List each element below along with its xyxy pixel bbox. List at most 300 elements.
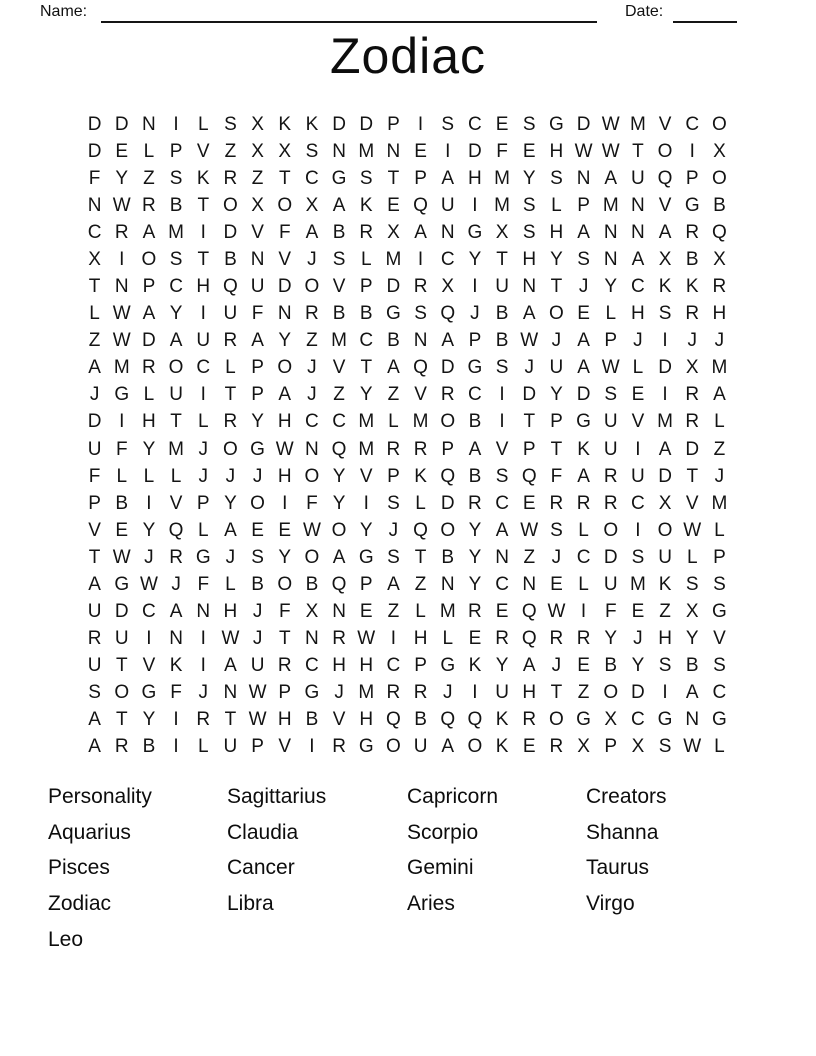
- grid-cell: N: [522, 573, 537, 595]
- word-list-item: Aquarius: [48, 820, 131, 844]
- grid-cell: N: [440, 221, 455, 243]
- grid-cell: A: [522, 303, 536, 325]
- grid-cell: O: [603, 682, 619, 704]
- grid-cell: O: [277, 573, 293, 595]
- grid-cell: Z: [523, 546, 536, 568]
- grid-cell: C: [495, 492, 509, 514]
- grid-cell: D: [277, 276, 292, 298]
- grid-cell: D: [114, 113, 129, 135]
- word-list-item: Zodiac: [48, 892, 112, 916]
- grid-cell: I: [146, 628, 152, 650]
- word-list-item: Capricorn: [407, 785, 499, 808]
- grid-cell: L: [143, 384, 155, 406]
- name-label: Name:: [40, 3, 88, 20]
- grid-cell: E: [468, 628, 482, 650]
- word-list-item: Scorpio: [407, 820, 479, 844]
- grid-cell: I: [363, 492, 369, 514]
- grid-cell: Y: [631, 655, 645, 677]
- grid-cell: G: [549, 113, 564, 135]
- grid-cell: D: [440, 492, 455, 514]
- grid-cell: C: [440, 248, 455, 270]
- grid-cell: B: [142, 736, 156, 758]
- grid-cell: Q: [223, 276, 238, 298]
- grid-cell: R: [332, 736, 346, 758]
- grid-cell: K: [468, 655, 482, 677]
- grid-cell: N: [169, 628, 183, 650]
- grid-cell: S: [522, 113, 536, 135]
- grid-cell: E: [522, 492, 536, 514]
- grid-cell: I: [417, 113, 424, 135]
- grid-cell: M: [629, 113, 646, 135]
- grid-cell: K: [495, 709, 509, 731]
- grid-cell: C: [631, 709, 645, 731]
- grid-cell: Y: [332, 465, 346, 487]
- grid-cell: V: [332, 357, 346, 379]
- grid-cell: A: [713, 384, 726, 406]
- word-list-item: Virgo: [586, 892, 635, 916]
- grid-cell: D: [685, 438, 700, 460]
- grid-cell: I: [499, 384, 505, 406]
- grid-cell: P: [169, 140, 183, 162]
- grid-cell: C: [359, 330, 374, 352]
- grid-cell: M: [629, 573, 646, 595]
- grid-cell: D: [386, 276, 401, 298]
- grid-cell: O: [304, 546, 320, 568]
- grid-cell: J: [551, 655, 562, 677]
- grid-cell: S: [169, 167, 183, 189]
- grid-cell: I: [200, 384, 206, 406]
- grid-cell: S: [359, 167, 373, 189]
- grid-cell: J: [551, 546, 562, 568]
- grid-cell: V: [359, 465, 373, 487]
- grid-cell: Q: [657, 167, 673, 189]
- grid-cell: Q: [712, 221, 727, 243]
- grid-cell: W: [601, 357, 620, 379]
- grid-cell: I: [417, 248, 424, 270]
- grid-cell: O: [440, 519, 456, 541]
- grid-cell: S: [713, 655, 726, 677]
- grid-cell: R: [196, 709, 211, 731]
- grid-cell: H: [712, 303, 727, 325]
- grid-cell: U: [603, 411, 618, 433]
- grid-cell: L: [170, 465, 182, 487]
- grid-cell: I: [200, 628, 206, 650]
- grid-cell: V: [332, 709, 346, 731]
- grid-cell: S: [550, 167, 563, 189]
- grid-cell: C: [576, 546, 591, 568]
- grid-cell: I: [173, 113, 179, 135]
- word-list: [48, 779, 766, 958]
- grid-cell: E: [387, 194, 400, 216]
- grid-cell: Z: [713, 438, 726, 460]
- grid-cell: A: [441, 736, 455, 758]
- grid-cell: Y: [495, 655, 509, 677]
- grid-cell: E: [495, 113, 509, 135]
- grid-cell: N: [196, 601, 211, 623]
- grid-cell: D: [87, 140, 102, 162]
- grid-cell: Q: [168, 519, 184, 541]
- grid-cell: Z: [88, 330, 101, 352]
- grid-cell: O: [657, 519, 673, 541]
- grid-cell: P: [441, 438, 455, 460]
- word-list-item: Gemini: [407, 856, 474, 880]
- grid-cell: R: [712, 276, 727, 298]
- grid-cell: V: [713, 628, 726, 650]
- grid-cell: D: [359, 113, 374, 135]
- grid-cell: Z: [143, 167, 155, 189]
- grid-cell: V: [685, 492, 699, 514]
- grid-cell: A: [387, 573, 400, 595]
- grid-cell: O: [712, 113, 727, 135]
- grid-cell: M: [494, 194, 510, 216]
- grid-cell: I: [445, 140, 451, 162]
- grid-cell: R: [114, 736, 129, 758]
- grid-cell: A: [88, 573, 101, 595]
- grid-cell: N: [223, 682, 238, 704]
- grid-cell: A: [414, 221, 427, 243]
- grid-cell: Z: [387, 384, 400, 406]
- grid-cell: V: [88, 519, 101, 541]
- grid-cell: R: [440, 384, 455, 406]
- grid-cell: G: [712, 709, 727, 731]
- grid-cell: D: [223, 221, 238, 243]
- grid-cell: D: [114, 601, 129, 623]
- grid-cell: R: [603, 465, 618, 487]
- grid-cell: K: [278, 113, 292, 135]
- grid-cell: R: [277, 655, 292, 677]
- grid-cell: T: [550, 682, 563, 704]
- grid-cell: S: [387, 546, 400, 568]
- grid-cell: A: [577, 221, 590, 243]
- grid-cell: O: [223, 194, 238, 216]
- grid-cell: R: [142, 194, 156, 216]
- grid-cell: C: [712, 682, 727, 704]
- grid-cell: P: [468, 330, 482, 352]
- grid-cell: B: [685, 248, 699, 270]
- grid-cell: I: [689, 140, 695, 162]
- grid-cell: R: [413, 438, 428, 460]
- grid-cell: B: [169, 194, 183, 216]
- grid-cell: W: [302, 519, 321, 541]
- word-list-column: [586, 779, 766, 958]
- grid-cell: N: [631, 221, 645, 243]
- grid-cell: R: [87, 628, 102, 650]
- grid-cell: U: [603, 573, 618, 595]
- grid-cell: L: [225, 573, 236, 595]
- grid-cell: U: [169, 384, 183, 406]
- grid-cell: D: [142, 330, 156, 352]
- grid-cell: O: [712, 167, 727, 189]
- grid-cell: Z: [387, 601, 400, 623]
- word-list-item: Libra: [227, 892, 274, 916]
- grid-cell: I: [635, 438, 641, 460]
- grid-cell: F: [251, 303, 264, 325]
- grid-cell: A: [88, 709, 101, 731]
- grid-cell: T: [88, 276, 101, 298]
- grid-cell: E: [278, 519, 292, 541]
- grid-cell: P: [604, 330, 618, 352]
- grid-cell: U: [223, 736, 238, 758]
- grid-cell: A: [577, 465, 590, 487]
- grid-cell: F: [88, 167, 101, 189]
- grid-cell: O: [603, 519, 619, 541]
- grid-cell: X: [658, 492, 672, 514]
- grid-cell: U: [87, 438, 102, 460]
- word-list-item: Claudia: [227, 820, 299, 844]
- grid-cell: Z: [414, 573, 427, 595]
- grid-cell: I: [472, 276, 478, 298]
- grid-cell: U: [87, 601, 102, 623]
- grid-cell: S: [522, 194, 536, 216]
- grid-cell: S: [251, 546, 264, 568]
- grid-cell: A: [495, 519, 509, 541]
- grid-cell: U: [413, 736, 428, 758]
- grid-cell: R: [603, 492, 618, 514]
- grid-cell: F: [170, 682, 182, 704]
- grid-cell: Y: [224, 492, 237, 514]
- grid-cell: O: [440, 411, 456, 433]
- grid-cell: U: [87, 655, 102, 677]
- grid-cell: U: [495, 276, 509, 298]
- grid-cell: Z: [333, 384, 345, 406]
- grid-cell: D: [332, 113, 346, 135]
- grid-cell: L: [197, 519, 209, 541]
- grid-cell: Y: [468, 519, 482, 541]
- grid-cell: F: [278, 221, 291, 243]
- grid-cell: H: [658, 628, 672, 650]
- grid-cell: X: [278, 140, 292, 162]
- grid-cell: E: [414, 140, 427, 162]
- grid-cell: W: [248, 682, 267, 704]
- grid-cell: W: [139, 573, 158, 595]
- grid-cell: J: [714, 465, 725, 487]
- grid-cell: E: [251, 519, 264, 541]
- grid-cell: J: [551, 330, 562, 352]
- grid-cell: L: [360, 248, 372, 270]
- grid-cell: K: [685, 276, 699, 298]
- grid-cell: O: [277, 357, 293, 379]
- grid-cell: T: [550, 276, 563, 298]
- grid-cell: U: [495, 682, 509, 704]
- grid-cell: G: [712, 601, 727, 623]
- grid-cell: X: [305, 194, 319, 216]
- grid-cell: M: [358, 682, 375, 704]
- grid-cell: C: [305, 411, 319, 433]
- grid-cell: O: [223, 438, 238, 460]
- grid-cell: Y: [468, 546, 482, 568]
- grid-cell: T: [197, 248, 210, 270]
- grid-cell: K: [305, 113, 319, 135]
- grid-cell: H: [359, 709, 374, 731]
- grid-cell: A: [142, 221, 156, 243]
- grid-cell: S: [495, 357, 509, 379]
- grid-cell: A: [332, 194, 346, 216]
- name-input-line[interactable]: [101, 0, 597, 23]
- grid-cell: V: [658, 194, 672, 216]
- grid-cell: Y: [522, 167, 536, 189]
- grid-cell: H: [549, 140, 564, 162]
- grid-cell: U: [223, 303, 238, 325]
- grid-cell: B: [495, 303, 509, 325]
- grid-cell: V: [414, 384, 427, 406]
- grid-cell: O: [657, 140, 673, 162]
- grid-cell: R: [549, 628, 564, 650]
- word-list-item: Cancer: [227, 856, 295, 880]
- grid-cell: N: [603, 248, 618, 270]
- grid-cell: B: [332, 303, 346, 325]
- grid-cell: J: [578, 276, 589, 298]
- grid-cell: S: [414, 303, 427, 325]
- grid-cell: W: [520, 330, 539, 352]
- grid-cell: Y: [550, 248, 563, 270]
- grid-cell: T: [224, 384, 237, 406]
- grid-cell: L: [714, 736, 725, 758]
- grid-cell: U: [549, 357, 564, 379]
- grid-cell: A: [88, 736, 101, 758]
- grid-cell: A: [658, 438, 672, 460]
- grid-cell: V: [196, 140, 210, 162]
- grid-cell: I: [580, 601, 587, 623]
- grid-cell: Z: [659, 601, 671, 623]
- grid-cell: Z: [251, 167, 264, 189]
- word-list-column: [48, 779, 227, 958]
- grid-cell: W: [112, 303, 131, 325]
- grid-cell: R: [549, 492, 564, 514]
- grid-cell: A: [468, 438, 482, 460]
- grid-cell: U: [196, 330, 211, 352]
- grid-cell: F: [550, 465, 563, 487]
- grid-cell: I: [200, 221, 206, 243]
- grid-cell: M: [602, 194, 619, 216]
- date-input-line[interactable]: [673, 0, 737, 23]
- grid-cell: Q: [440, 465, 456, 487]
- date-label: Date:: [625, 3, 664, 20]
- grid-cell: W: [112, 546, 131, 568]
- grid-cell: R: [305, 303, 319, 325]
- grid-cell: U: [631, 465, 645, 487]
- grid-cell: H: [223, 601, 238, 623]
- grid-cell: Y: [142, 519, 156, 541]
- grid-cell: B: [251, 573, 264, 595]
- grid-cell: L: [686, 546, 698, 568]
- grid-cell: S: [305, 140, 319, 162]
- grid-cell: C: [631, 492, 645, 514]
- grid-cell: X: [631, 736, 645, 758]
- grid-cell: J: [388, 519, 399, 541]
- grid-cell: F: [306, 492, 318, 514]
- grid-cell: L: [415, 601, 426, 623]
- grid-cell: Y: [685, 628, 699, 650]
- grid-cell: L: [605, 303, 617, 325]
- grid-cell: R: [386, 438, 401, 460]
- grid-cell: S: [88, 682, 101, 704]
- grid-cell: V: [495, 438, 509, 460]
- grid-cell: I: [173, 736, 179, 758]
- grid-cell: F: [278, 601, 291, 623]
- grid-cell: M: [494, 167, 510, 189]
- grid-cell: N: [631, 194, 645, 216]
- grid-cell: H: [277, 411, 292, 433]
- grid-cell: Q: [440, 709, 456, 731]
- grid-cell: A: [441, 330, 455, 352]
- grid-cell: C: [305, 167, 319, 189]
- grid-cell: X: [495, 221, 509, 243]
- grid-cell: N: [305, 438, 319, 460]
- grid-cell: L: [578, 573, 589, 595]
- grid-cell: E: [577, 655, 590, 677]
- grid-cell: O: [141, 248, 157, 270]
- grid-cell: A: [169, 330, 183, 352]
- grid-cell: M: [657, 411, 673, 433]
- grid-cell: R: [468, 601, 482, 623]
- grid-cell: T: [496, 248, 508, 270]
- word-list-item: Taurus: [586, 856, 650, 880]
- grid-cell: S: [658, 655, 672, 677]
- grid-cell: I: [119, 248, 125, 270]
- grid-cell: T: [523, 411, 536, 433]
- grid-cell: S: [387, 492, 400, 514]
- grid-cell: E: [115, 519, 129, 541]
- grid-cell: X: [387, 221, 400, 243]
- grid-cell: Y: [142, 438, 156, 460]
- grid-cell: I: [119, 411, 125, 433]
- grid-cell: U: [440, 194, 455, 216]
- grid-cell: G: [141, 682, 157, 704]
- word-list-item: Aries: [407, 892, 455, 916]
- grid-cell: B: [305, 709, 319, 731]
- grid-cell: K: [414, 465, 427, 487]
- grid-cell: I: [282, 492, 288, 514]
- grid-cell: T: [414, 546, 427, 568]
- grid-cell: L: [89, 303, 100, 325]
- grid-cell: T: [550, 438, 563, 460]
- grid-cell: J: [524, 357, 534, 379]
- grid-cell: H: [522, 248, 537, 270]
- grid-cell: K: [359, 194, 373, 216]
- grid-cell: N: [685, 709, 700, 731]
- grid-cell: W: [574, 140, 593, 162]
- grid-cell: Q: [331, 573, 347, 595]
- grid-cell: H: [522, 682, 537, 704]
- grid-cell: Q: [521, 465, 537, 487]
- grid-cell: B: [441, 546, 455, 568]
- grid-cell: M: [412, 411, 429, 433]
- grid-cell: S: [550, 519, 563, 541]
- grid-cell: P: [251, 357, 264, 379]
- grid-cell: G: [358, 736, 374, 758]
- grid-cell: V: [631, 411, 645, 433]
- grid-cell: Y: [278, 330, 292, 352]
- grid-cell: Z: [306, 330, 318, 352]
- grid-cell: G: [684, 194, 700, 216]
- grid-cell: Y: [468, 248, 482, 270]
- grid-cell: Q: [521, 628, 537, 650]
- grid-cell: J: [171, 573, 181, 595]
- grid-cell: D: [576, 384, 591, 406]
- grid-cell: N: [332, 601, 346, 623]
- grid-cell: Y: [359, 384, 373, 406]
- grid-cell: G: [467, 357, 483, 379]
- grid-cell: E: [522, 736, 536, 758]
- grid-cell: X: [713, 140, 726, 162]
- grid-cell: V: [142, 655, 156, 677]
- grid-cell: N: [522, 276, 537, 298]
- grid-cell: A: [142, 303, 156, 325]
- grid-cell: M: [358, 140, 375, 162]
- grid-cell: Q: [331, 438, 347, 460]
- grid-cell: C: [386, 655, 401, 677]
- grid-cell: J: [633, 628, 643, 650]
